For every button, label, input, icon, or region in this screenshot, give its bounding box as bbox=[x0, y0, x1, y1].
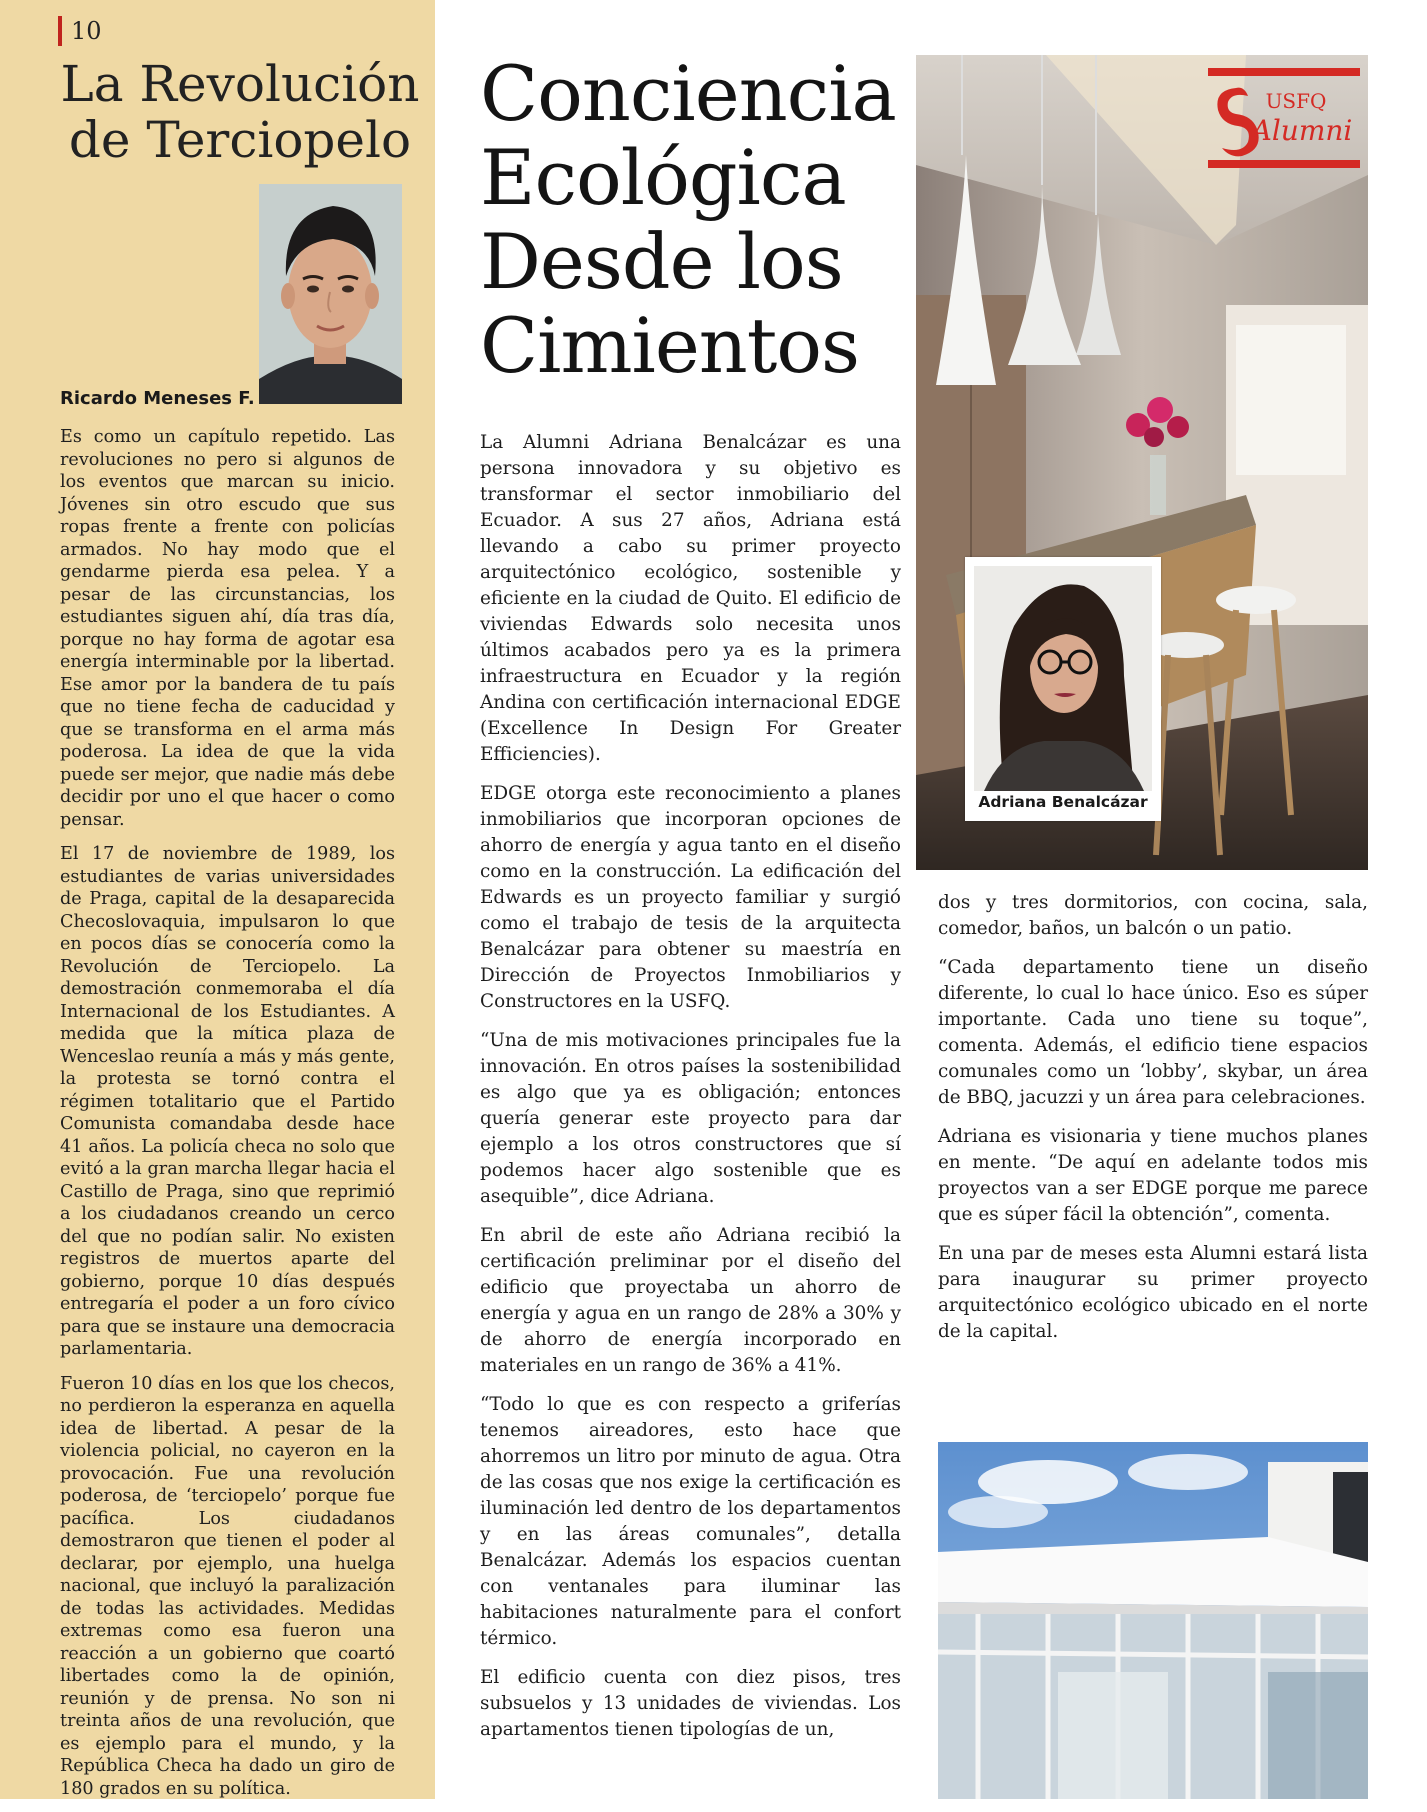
article-column-2 bbox=[938, 890, 1368, 1358]
article-paragraph: “Cada departamento tiene un diseño diferente, lo cual lo hace único. Eso es súper importante. Cada uno tiene su toque”, comenta. Además, el edificio tiene espacios comunales como un ‘lobby’, skybar, un área de BBQ, jacuzzi y un área para celebraciones. bbox=[938, 957, 1368, 1108]
sidebar-paragraph: Es como un capítulo repetido. Las revoluciones no pero si algunos de los eventos que marcan su inicio. Jóvenes sin otro escudo que sus ropas frente a frente con policías armados. No hay modo que el gendarme pierda esa pelea. Y a pesar de las circunstancias, los estudiantes siguen ahí, día tras día, porque no hay forma de agotar esa energía interminable por la libertad. Ese amor por la bandera de tu país que no tiene fecha de caducidad y que se transforma en el arma más poderosa. La idea de que la vida puede ser mejor, que nadie más debe decidir por uno el que hacer o como pensar. bbox=[60, 427, 395, 830]
sidebar-paragraph: Fueron 10 días en los que los checos, no perdieron la esperanza en aquella idea de libertad. A pesar de la violencia policial, no cayeron en la provocación. Fue una revolución poderosa, de ‘terciopelo’ porque fue pacífica. Los ciudadanos demostraron que tienen el poder al declarar, por ejemplo, una huelga nacional, que incluyó la paralización de todas las actividades. Medidas extremas como esa fueron una reacción a un gobierno que coartó libertades como la de opinión, reunión y de prensa. No son ni treinta años de una revolución, que es ejemplo para el mundo, y la República Checa ha dado un giro de 180 grados en su política. bbox=[60, 1373, 395, 1799]
article-paragraph: Adriana es visionaria y tiene muchos planes en mente. “De aquí en adelante todos mis proyectos van a ser EDGE porque me parece que es súper fácil la obtención”, comenta. bbox=[938, 1126, 1368, 1225]
sidebar-body bbox=[60, 426, 395, 1812]
adriana-portrait bbox=[974, 566, 1152, 791]
svg-text:USFQ: USFQ bbox=[1265, 89, 1327, 113]
svg-text:Alumni: Alumni bbox=[1251, 114, 1353, 147]
page-number: 10 bbox=[71, 17, 102, 45]
article-paragraph: “Todo lo que es con respecto a griferías tenemos aireadores, esto hace que ahorremos un litro por minuto de agua. Otra de las cosas que nos exige la certificación es iluminación led dentro de los departamentos y en las áreas comunales”, detalla Benalcázar. Además los espacios cuentan con ventanales para iluminar las habitaciones naturalmente para el confort térmico. bbox=[480, 1394, 901, 1649]
adriana-photo-card bbox=[965, 557, 1161, 821]
building-photo bbox=[938, 1442, 1368, 1799]
page-marker bbox=[58, 16, 62, 46]
author-portrait bbox=[259, 184, 402, 404]
sidebar-paragraph: El 17 de noviembre de 1989, los estudiantes de varias universidades de Praga, capital de la desaparecida Checoslovaquia, impulsaron lo que en pocos días se conocería como la Revolución de Terciopelo. La demostración conmemoraba el día Internacional de los Estudiantes. A medida que la mítica plaza de Wenceslao reunía a más y más gente, la protesta se tornó contra el régimen totalitario que el Partido Comunista comandaba desde hace 41 años. La policía checa no solo que evitó a la gran marcha llegar hacia el Castillo de Praga, sino que reprimió a los ciudadanos creando un cerco del que no podían salir. No existen registros de muertos aparte del gobierno, porque 10 días después entregaría el poder a un foro cívico para que se instaure una democracia parlamentaria. bbox=[60, 844, 395, 1359]
article-paragraph: La Alumni Adriana Benalcázar es una persona innovadora y su objetivo es transformar el sector inmobiliario del Ecuador. A sus 27 años, Adriana está llevando a cabo su primer proyecto arquitectónico ecológico, sostenible y eficiente en la ciudad de Quito. El edificio de viviendas Edwards solo necesita unos últimos acabados pero ya es la primera infraestructura en Ecuador y la región Andina con certificación internacional EDGE (Excellence In Design For Greater Efficiencies). bbox=[480, 432, 901, 765]
article-paragraph: EDGE otorga este reconocimiento a planes inmobiliarios que incorporan opciones de ahorro de energía y agua tanto en el diseño como en la construcción. La edificación del Edwards es un proyecto familiar y surgió como el trabajo de tesis de la arquitecta Benalcázar para obtener su maestría en Dirección de Proyectos Inmobiliarios y Constructores en la USFQ. bbox=[480, 783, 901, 1012]
sidebar-title: La Revolución de Terciopelo bbox=[60, 55, 420, 169]
article-paragraph: En una par de meses esta Alumni estará lista para inaugurar su primer proyecto arquitectónico ecológico ubicado en el norte de la capital. bbox=[938, 1243, 1368, 1342]
photo-caption: Adriana Benalcázar bbox=[978, 793, 1148, 811]
article-paragraph: El edificio cuenta con diez pisos, tres subsuelos y 13 unidades de viviendas. Los apartamentos tienen tipologías de un, bbox=[480, 1667, 901, 1740]
article-column-1 bbox=[480, 430, 901, 1756]
article-paragraph: dos y tres dormitorios, con cocina, sala, comedor, baños, un balcón o un patio. bbox=[938, 892, 1368, 939]
article-paragraph: “Una de mis motivaciones principales fue la innovación. En otros países la sostenibilidad es algo que ya es obligación; entonces quería generar este proyecto para dar ejemplo a los otros constructores que sí podemos hacer algo sostenible que es asequible”, dice Adriana. bbox=[480, 1030, 901, 1207]
article-title: Conciencia Ecológica Desde los Cimientos bbox=[480, 49, 896, 390]
article-paragraph: En abril de este año Adriana recibió la certificación preliminar por el diseño del edificio que proyectaba un ahorro de energía y agua en un rango de 28% a 30% y de ahorro de energía incorporado en materiales en un rango de 36% a 41%. bbox=[480, 1225, 901, 1376]
author-name: Ricardo Meneses F. bbox=[60, 388, 255, 409]
usfq-alumni-logo bbox=[1208, 68, 1360, 172]
